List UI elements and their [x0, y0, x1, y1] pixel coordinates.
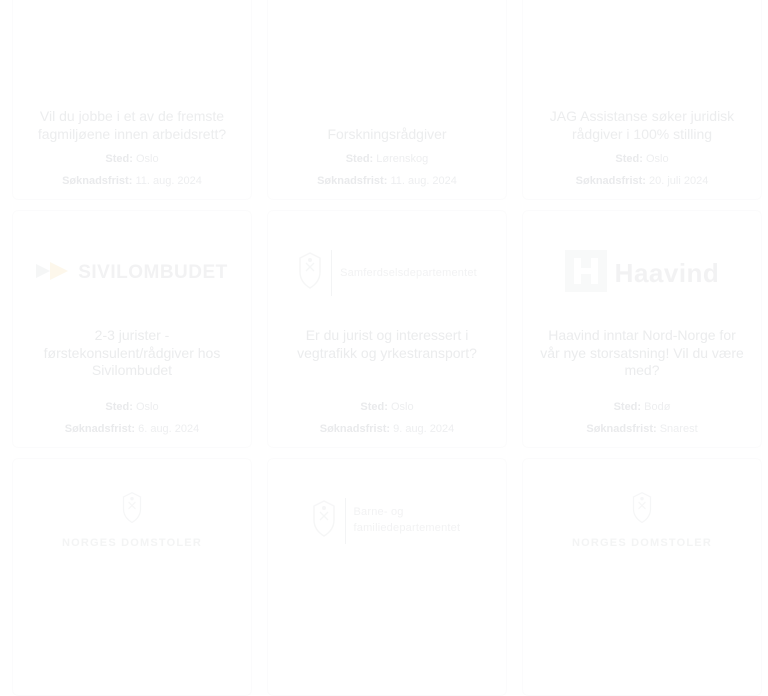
job-card-place-line: [282, 153, 492, 165]
place-label: Sted:: [360, 401, 388, 413]
job-card-title: Er du jurist og interessert i vegtrafikk og yrkestransport?: [297, 327, 477, 361]
place-label: Sted:: [105, 401, 133, 413]
job-card-title: 2-3 jurister - førstekonsulent/rådgiver hos Sivilombudet: [43, 327, 221, 378]
norwegian-coat-of-arms-icon: [120, 491, 144, 530]
job-card-title: JAG Assistanse søker juridisk rådgiver i 100% stilling: [549, 108, 735, 142]
sivilombudet-logo: [27, 227, 237, 319]
job-card-samferdselsdepartementet[interactable]: [267, 210, 507, 448]
barne-og-familiedepartementet-wordmark: Barne- og familiedepartementet: [353, 506, 461, 534]
haavind-wordmark: Haavind: [614, 257, 720, 288]
deadline-label: Søknadsfrist:: [317, 175, 388, 187]
job-card-meta: [537, 143, 747, 187]
deadline-value: Snarest: [659, 423, 698, 435]
job-card-norges-domstoler-1[interactable]: [12, 458, 252, 696]
barne-og-familiedepartementet-logo: [282, 475, 492, 567]
job-card-sivilombudet[interactable]: [12, 210, 252, 448]
job-card-place-line: [282, 401, 492, 413]
deadline-label: Søknadsfrist:: [586, 423, 657, 435]
job-card-arbeidsrett[interactable]: [12, 0, 252, 200]
job-card-place-line: [27, 401, 237, 413]
job-card-meta: [537, 391, 747, 435]
deadline-value: 6. aug. 2024: [138, 423, 200, 435]
place-label: Sted:: [613, 401, 642, 413]
job-card-place-line: [537, 401, 747, 413]
deadline-value: 20. juli 2024: [649, 175, 709, 187]
norges-domstoler-wordmark: NORGES DOMSTOLER: [61, 537, 202, 550]
job-card-barne-og-familiedepartementet[interactable]: [267, 458, 507, 696]
norwegian-coat-of-arms-icon: [630, 491, 654, 530]
job-card-title: Vil du jobbe i et av de fremste fagmiljøene innen arbeidsrett?: [37, 108, 227, 142]
norges-domstoler-logo: [27, 475, 237, 567]
job-card-title: Forskningsrådgiver: [327, 125, 447, 142]
job-card-title: Haavind inntar Nord-Norge for vår nye storsatsning! Vil du være med?: [540, 327, 744, 378]
sivilombudet-wordmark: SIVILOMBUDET: [78, 262, 228, 283]
job-card-deadline-line: [537, 175, 747, 187]
place-value: Oslo: [135, 401, 159, 413]
job-card-meta: [282, 143, 492, 187]
arrow-icon: [36, 260, 70, 287]
job-card-place-line: [27, 153, 237, 165]
samferdselsdepartementet-logo: [282, 227, 492, 319]
place-value: Oslo: [135, 153, 159, 165]
job-card-haavind[interactable]: [522, 210, 762, 448]
place-value: Lørenskog: [376, 153, 429, 165]
place-label: Sted:: [345, 153, 374, 165]
deadline-value: 11. aug. 2024: [135, 175, 202, 187]
job-card-deadline-line: [282, 423, 492, 435]
deadline-label: Søknadsfrist:: [64, 423, 136, 435]
norwegian-coat-of-arms-icon: [297, 251, 323, 296]
deadline-label: Søknadsfrist:: [575, 175, 646, 187]
job-card-forskningsradgiver[interactable]: [267, 0, 507, 200]
deadline-label: Søknadsfrist:: [319, 423, 391, 435]
deadline-label: Søknadsfrist:: [62, 175, 133, 187]
job-card-deadline-line: [282, 175, 492, 187]
job-card-deadline-line: [27, 175, 237, 187]
haavind-mark-icon: [565, 250, 607, 297]
place-label: Sted:: [105, 153, 133, 165]
place-value: Bodø: [644, 401, 671, 413]
samferdselsdepartementet-wordmark: Samferdselsdepartementet: [340, 267, 477, 279]
job-card-deadline-line: [537, 423, 747, 435]
place-label: Sted:: [615, 153, 643, 165]
job-card-meta: [282, 391, 492, 435]
deadline-value: 9. aug. 2024: [393, 423, 455, 435]
place-value: Oslo: [645, 153, 669, 165]
norges-domstoler-logo: [537, 475, 747, 567]
haavind-logo: [537, 227, 747, 319]
logo-divider: [331, 250, 332, 296]
place-value: Oslo: [390, 401, 414, 413]
norges-domstoler-wordmark: NORGES DOMSTOLER: [571, 537, 712, 550]
logo-divider: [345, 498, 346, 544]
job-card-deadline-line: [27, 423, 237, 435]
job-card-place-line: [537, 153, 747, 165]
job-card-norges-domstoler-2[interactable]: [522, 458, 762, 696]
job-card-meta: [27, 391, 237, 435]
deadline-value: 11. aug. 2024: [390, 175, 457, 187]
job-card-meta: [27, 143, 237, 187]
job-card-jag-assistanse[interactable]: [522, 0, 762, 200]
norwegian-coat-of-arms-icon: [311, 499, 337, 544]
